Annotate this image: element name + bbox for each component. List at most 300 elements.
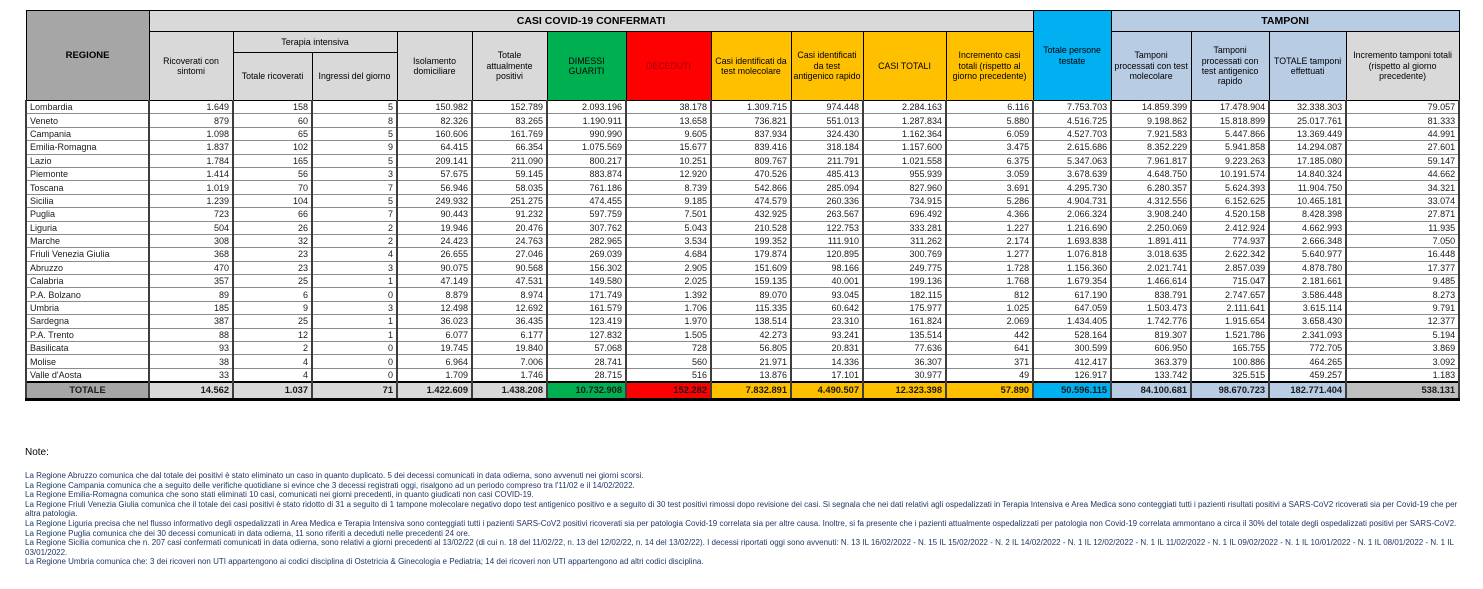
cell-incremento_casi: 57.890 [946,382,1033,400]
cell-casi_totali: 77.636 [863,342,946,355]
cell-ti_ingressi: 1 [312,328,397,341]
cell-incremento_casi: 3.059 [946,167,1033,180]
cell-tamponi_molecolare: 3.908.240 [1111,208,1191,221]
cell-casi_antigenico: 122.753 [791,221,863,234]
cell-casi_antigenico: 485.413 [791,167,863,180]
cell-isolamento: 209.141 [397,154,472,167]
cell-attualmente_positivi: 24.763 [472,234,547,247]
cell-ricoverati: 1.649 [149,101,233,114]
cell-tamponi_antigenico: 2.857.039 [1191,261,1269,274]
cell-casi_molecolare: 809.767 [711,154,791,167]
cell-persone_testate: 1.156.360 [1033,261,1111,274]
cell-ricoverati: 1.019 [149,181,233,194]
cell-attualmente_positivi: 66.354 [472,141,547,154]
cell-regione: Emilia-Romagna [26,141,149,154]
covid-report-table [25,10,1460,401]
cell-ti_ingressi: 0 [312,342,397,355]
table-row [26,248,1459,261]
cell-tamponi_totale: 11.904.750 [1269,181,1346,194]
cell-ti_ingressi: 3 [312,167,397,180]
cell-ti_ingressi: 0 [312,368,397,381]
cell-guariti: 474.455 [547,194,626,207]
cell-casi_molecolare: 470.526 [711,167,791,180]
cell-casi_totali: 311.262 [863,234,946,247]
cell-isolamento: 90.443 [397,208,472,221]
cell-isolamento: 82.326 [397,114,472,127]
cell-isolamento: 1.709 [397,368,472,381]
cell-persone_testate: 617.190 [1033,288,1111,301]
cell-incremento_tamponi: 33.074 [1346,194,1459,207]
cell-tamponi_antigenico: 9.223.263 [1191,154,1269,167]
table-row [26,275,1459,288]
cell-isolamento: 56.946 [397,181,472,194]
cell-isolamento: 19.946 [397,221,472,234]
cell-tamponi_molecolare: 133.742 [1111,368,1191,381]
note-item: La Regione Puglia comunica che dei 30 decessi comunicati in data odierna, 11 sono riferiti a deceduti nelle precedenti 24 ore. [25,528,471,538]
cell-tamponi_molecolare: 6.280.357 [1111,181,1191,194]
cell-incremento_tamponi: 27.871 [1346,208,1459,221]
cell-persone_testate: 126.917 [1033,368,1111,381]
cell-ti_ingressi: 5 [312,154,397,167]
table-row [26,141,1459,154]
cell-ricoverati: 185 [149,301,233,314]
cell-incremento_casi: 641 [946,342,1033,355]
cell-deceduti: 728 [626,342,711,355]
cell-ti_ingressi: 8 [312,114,397,127]
cell-guariti: 2.093.196 [547,101,626,114]
cell-isolamento: 19.745 [397,342,472,355]
cell-incremento_casi: 6.116 [946,101,1033,114]
cell-incremento_casi: 1.728 [946,261,1033,274]
note-item: La Regione Sicilia comunica che n. 207 casi confermati comunicati in data odierna, sono relativi a giorni precedenti al 13/02/22 (di cui n. 18 del 11/02/22, n. 13 del 12/02/22, n. 14 del 13/02/22). I decessi riportati oggi sono avvenuti: N. 13 IL 16/02/2022 - N. 15 IL 15/02/2022 - N. 2 IL 14/02/2022 - N. 1 IL 12/02/2022 - N. 1 IL 11/02/2022 - N. 1 IL 09/02/2022 - N. 1 IL 10/01/2022 - N. 1 IL 08/01/2022 - N. 1 IL 03/01/2022. [25,538,1454,557]
col-header-ricoverati: Ricoverati con sintomi [149,32,233,101]
cell-tamponi_antigenico: 1.915.654 [1191,315,1269,328]
cell-incremento_tamponi: 27.601 [1346,141,1459,154]
cell-ti_tot: 158 [233,101,312,114]
cell-guariti: 57.068 [547,342,626,355]
cell-attualmente_positivi: 59.145 [472,167,547,180]
cell-persone_testate: 647.059 [1033,301,1111,314]
cell-incremento_tamponi: 9.791 [1346,301,1459,314]
cell-ricoverati: 1.239 [149,194,233,207]
cell-ricoverati: 1.837 [149,141,233,154]
cell-incremento_tamponi: 34.321 [1346,181,1459,194]
cell-incremento_casi: 6.059 [946,127,1033,140]
cell-persone_testate: 4.904.731 [1033,194,1111,207]
table-row [26,342,1459,355]
notes-title: Note: [25,447,49,458]
cell-casi_antigenico: 318.184 [791,141,863,154]
cell-ti_tot: 9 [233,301,312,314]
cell-deceduti: 10.251 [626,154,711,167]
cell-tamponi_totale: 2.666.348 [1269,234,1346,247]
cell-incremento_tamponi: 17.377 [1346,261,1459,274]
cell-incremento_casi: 1.768 [946,275,1033,288]
cell-regione: P.A. Trento [26,328,149,341]
cell-ti_tot: 23 [233,248,312,261]
cell-casi_antigenico: 40.001 [791,275,863,288]
cell-guariti: 149.580 [547,275,626,288]
cell-incremento_casi: 4.366 [946,208,1033,221]
cell-isolamento: 36.023 [397,315,472,328]
cell-tamponi_molecolare: 1.742.776 [1111,315,1191,328]
table-header [26,11,1459,101]
cell-casi_molecolare: 21.971 [711,355,791,368]
cell-tamponi_molecolare: 363.379 [1111,355,1191,368]
cell-tamponi_molecolare: 7.961.817 [1111,154,1191,167]
cell-deceduti: 560 [626,355,711,368]
cell-deceduti: 5.043 [626,221,711,234]
cell-isolamento: 1.422.609 [397,382,472,400]
cell-regione: Friuli Venezia Giulia [26,248,149,261]
cell-deceduti: 2.025 [626,275,711,288]
cell-tamponi_molecolare: 4.312.556 [1111,194,1191,207]
cell-isolamento: 57.675 [397,167,472,180]
cell-tamponi_molecolare: 838.791 [1111,288,1191,301]
cell-casi_totali: 175.977 [863,301,946,314]
table-body [26,101,1459,400]
cell-attualmente_positivi: 7.006 [472,355,547,368]
cell-ti_tot: 60 [233,114,312,127]
note-item: La Regione Liguria precisa che nel flusso informativo degli ospedalizzati in Area Medica e Terapia Intensiva sono conteggiati tutti i pazienti SARS-CoV2 positivi ricoverati sia per patologia Covid-19 correlata sia per altre causa. Inoltre, si fa presente che i pazienti attualmente ospedalizzati per patologia non Covid-19 correlata ammontano a circa il 30% del totale degli ospedalizzati positivi per SARS-CoV2. [25,518,1457,528]
cell-isolamento: 47.149 [397,275,472,288]
cell-isolamento: 24.423 [397,234,472,247]
cell-guariti: 800.217 [547,154,626,167]
cell-incremento_tamponi: 3.869 [1346,342,1459,355]
cell-incremento_casi: 5.286 [946,194,1033,207]
cell-tamponi_totale: 4.878.780 [1269,261,1346,274]
cell-isolamento: 26.655 [397,248,472,261]
cell-incremento_tamponi: 8.273 [1346,288,1459,301]
cell-ti_ingressi: 7 [312,181,397,194]
cell-ti_ingressi: 9 [312,141,397,154]
cell-deceduti: 38.178 [626,101,711,114]
cell-incremento_casi: 442 [946,328,1033,341]
table-row [26,288,1459,301]
cell-casi_totali: 333.281 [863,221,946,234]
cell-casi_antigenico: 60.642 [791,301,863,314]
cell-casi_antigenico: 974.448 [791,101,863,114]
cell-tamponi_molecolare: 7.921.583 [1111,127,1191,140]
cell-tamponi_totale: 8.428.398 [1269,208,1346,221]
cell-deceduti: 9.605 [626,127,711,140]
cell-incremento_tamponi: 44.662 [1346,167,1459,180]
cell-incremento_casi: 1.227 [946,221,1033,234]
cell-guariti: 597.759 [547,208,626,221]
cell-tamponi_antigenico: 98.670.723 [1191,382,1269,400]
cell-persone_testate: 4.527.703 [1033,127,1111,140]
cell-tamponi_antigenico: 5.941.858 [1191,141,1269,154]
cell-tamponi_totale: 459.257 [1269,368,1346,381]
cell-incremento_tamponi: 5.194 [1346,328,1459,341]
col-header-deceduti: DECEDUTI [626,32,711,101]
cell-incremento_casi: 1.277 [946,248,1033,261]
cell-incremento_casi: 2.174 [946,234,1033,247]
cell-ricoverati: 89 [149,288,233,301]
cell-tamponi_antigenico: 2.412.924 [1191,221,1269,234]
cell-guariti: 156.302 [547,261,626,274]
cell-ricoverati: 38 [149,355,233,368]
cell-deceduti: 1.706 [626,301,711,314]
cell-guariti: 161.579 [547,301,626,314]
cell-casi_totali: 1.157.600 [863,141,946,154]
cell-tamponi_antigenico: 6.152.625 [1191,194,1269,207]
table-row [26,154,1459,167]
cell-incremento_casi: 6.375 [946,154,1033,167]
cell-persone_testate: 4.516.725 [1033,114,1111,127]
cell-casi_antigenico: 260.336 [791,194,863,207]
cell-attualmente_positivi: 83.265 [472,114,547,127]
table-row [26,355,1459,368]
notes-list [25,471,1470,567]
cell-attualmente_positivi: 91.232 [472,208,547,221]
cell-tamponi_totale: 25.017.761 [1269,114,1346,127]
cell-attualmente_positivi: 36.435 [472,315,547,328]
cell-ti_ingressi: 4 [312,248,397,261]
cell-tamponi_antigenico: 2.747.657 [1191,288,1269,301]
cell-attualmente_positivi: 19.840 [472,342,547,355]
cell-casi_antigenico: 14.336 [791,355,863,368]
cell-deceduti: 8.739 [626,181,711,194]
col-header-persone-testate: Totale persone testate [1033,11,1111,101]
cell-attualmente_positivi: 251.275 [472,194,547,207]
cell-regione: Lombardia [26,101,149,114]
cell-tamponi_totale: 2.341.093 [1269,328,1346,341]
cell-attualmente_positivi: 47.531 [472,275,547,288]
cell-regione: Puglia [26,208,149,221]
note-item: La Regione Campania comunica che a seguito delle verifiche quotidiane si evince che 3 decessi registrati oggi, risalgono ad un periodo compreso tra l'11/02 e il 14/02/2022. [25,480,635,490]
cell-guariti: 1.190.911 [547,114,626,127]
cell-casi_antigenico: 285.094 [791,181,863,194]
cell-incremento_casi: 5.880 [946,114,1033,127]
col-header-casi-molecolare: Casi identificati da test molecolare [711,32,791,101]
cell-isolamento: 8.879 [397,288,472,301]
cell-guariti: 127.832 [547,328,626,341]
cell-tamponi_molecolare: 84.100.681 [1111,382,1191,400]
cell-ricoverati: 1.414 [149,167,233,180]
cell-isolamento: 90.075 [397,261,472,274]
cell-ti_ingressi: 1 [312,315,397,328]
cell-attualmente_positivi: 58.035 [472,181,547,194]
cell-casi_molecolare: 151.609 [711,261,791,274]
cell-ricoverati: 93 [149,342,233,355]
cell-regione: Molise [26,355,149,368]
cell-ti_ingressi: 3 [312,261,397,274]
cell-casi_antigenico: 93.241 [791,328,863,341]
cell-guariti: 1.075.569 [547,141,626,154]
cell-regione: Umbria [26,301,149,314]
cell-ricoverati: 470 [149,261,233,274]
cell-casi_antigenico: 4.490.507 [791,382,863,400]
table-row [26,101,1459,114]
cell-casi_antigenico: 98.166 [791,261,863,274]
data-table [25,10,1460,401]
cell-attualmente_positivi: 161.769 [472,127,547,140]
cell-ti_tot: 23 [233,261,312,274]
cell-attualmente_positivi: 1.438.208 [472,382,547,400]
cell-deceduti: 3.534 [626,234,711,247]
cell-persone_testate: 1.693.838 [1033,234,1111,247]
cell-guariti: 307.762 [547,221,626,234]
cell-casi_molecolare: 138.514 [711,315,791,328]
cell-casi_molecolare: 1.309.715 [711,101,791,114]
cell-ricoverati: 357 [149,275,233,288]
cell-tamponi_molecolare: 2.021.741 [1111,261,1191,274]
cell-casi_antigenico: 211.791 [791,154,863,167]
cell-ti_tot: 32 [233,234,312,247]
cell-ricoverati: 14.562 [149,382,233,400]
cell-incremento_tamponi: 16.448 [1346,248,1459,261]
cell-casi_molecolare: 13.876 [711,368,791,381]
cell-tamponi_totale: 13.369.449 [1269,127,1346,140]
cell-attualmente_positivi: 8.974 [472,288,547,301]
cell-tamponi_molecolare: 2.250.069 [1111,221,1191,234]
cell-incremento_tamponi: 44.991 [1346,127,1459,140]
table-row [26,301,1459,314]
cell-casi_molecolare: 7.832.891 [711,382,791,400]
cell-incremento_tamponi: 3.092 [1346,355,1459,368]
cell-regione: Marche [26,234,149,247]
cell-casi_molecolare: 210.528 [711,221,791,234]
cell-guariti: 883.874 [547,167,626,180]
cell-tamponi_totale: 17.185.080 [1269,154,1346,167]
cell-ti_ingressi: 5 [312,101,397,114]
cell-regione: Lazio [26,154,149,167]
cell-ricoverati: 368 [149,248,233,261]
cell-tamponi_totale: 14.840.324 [1269,167,1346,180]
table-row [26,315,1459,328]
cell-regione: Abruzzo [26,261,149,274]
cell-attualmente_positivi: 6.177 [472,328,547,341]
cell-casi_antigenico: 111.910 [791,234,863,247]
table-row [26,328,1459,341]
cell-ricoverati: 1.098 [149,127,233,140]
cell-tamponi_antigenico: 4.520.158 [1191,208,1269,221]
cell-incremento_tamponi: 81.333 [1346,114,1459,127]
cell-isolamento: 6.964 [397,355,472,368]
cell-casi_antigenico: 20.831 [791,342,863,355]
cell-tamponi_totale: 182.771.404 [1269,382,1346,400]
cell-ricoverati: 88 [149,328,233,341]
cell-casi_totali: 696.492 [863,208,946,221]
col-header-casi-antigenico: Casi identificati da test antigenico rapido [791,32,863,101]
cell-isolamento: 6.077 [397,328,472,341]
cell-deceduti: 516 [626,368,711,381]
cell-deceduti: 9.185 [626,194,711,207]
cell-casi_totali: 955.939 [863,167,946,180]
cell-persone_testate: 1.679.354 [1033,275,1111,288]
notes-section [25,447,1470,567]
cell-casi_molecolare: 542.866 [711,181,791,194]
cell-persone_testate: 1.076.818 [1033,248,1111,261]
cell-incremento_casi: 1.025 [946,301,1033,314]
cell-persone_testate: 300.599 [1033,342,1111,355]
cell-tamponi_molecolare: 819.307 [1111,328,1191,341]
cell-tamponi_antigenico: 17.478.904 [1191,101,1269,114]
cell-tamponi_molecolare: 4.648.750 [1111,167,1191,180]
cell-incremento_tamponi: 59.147 [1346,154,1459,167]
cell-casi_totali: 1.021.558 [863,154,946,167]
cell-regione: Liguria [26,221,149,234]
cell-ti_tot: 26 [233,221,312,234]
cell-incremento_tamponi: 538.131 [1346,382,1459,400]
cell-casi_totali: 182.115 [863,288,946,301]
cell-ricoverati: 33 [149,368,233,381]
col-header-guariti: DIMESSI GUARITI [547,32,626,101]
cell-ti_tot: 4 [233,368,312,381]
cell-persone_testate: 5.347.063 [1033,154,1111,167]
table-row [26,127,1459,140]
cell-tamponi_antigenico: 10.191.574 [1191,167,1269,180]
cell-incremento_tamponi: 9.485 [1346,275,1459,288]
cell-ti_tot: 4 [233,355,312,368]
cell-tamponi_totale: 3.658.430 [1269,315,1346,328]
cell-isolamento: 249.932 [397,194,472,207]
cell-ti_tot: 6 [233,288,312,301]
cell-ti_ingressi: 71 [312,382,397,400]
cell-incremento_casi: 812 [946,288,1033,301]
cell-tamponi_totale: 5.640.977 [1269,248,1346,261]
col-header-attualmente-positivi: Totale attualmente positivi [472,32,547,101]
cell-tamponi_antigenico: 5.447.866 [1191,127,1269,140]
cell-ti_ingressi: 1 [312,275,397,288]
cell-incremento_tamponi: 1.183 [1346,368,1459,381]
table-row [26,221,1459,234]
cell-ti_tot: 165 [233,154,312,167]
cell-tamponi_totale: 14.294.087 [1269,141,1346,154]
cell-persone_testate: 2.066.324 [1033,208,1111,221]
note-item: La Regione Umbria comunica che: 3 dei ricoveri non UTI appartengono ai codici disciplina di Ostetricia & Ginecologia e Pediatria; 14 dei ricoveri non UTI appartengono ad altri codici disciplina. [25,557,704,567]
note-item: La Regione Abruzzo comunica che dal totale dei positivi è stato eliminato un caso in quanto duplicato. 5 dei decessi comunicati in data odierna, sono avvenuti nei giorni scorsi. [25,471,644,480]
cell-ricoverati: 504 [149,221,233,234]
cell-guariti: 28.741 [547,355,626,368]
cell-tamponi_molecolare: 14.859.399 [1111,101,1191,114]
cell-guariti: 28.715 [547,368,626,381]
cell-casi_antigenico: 324.430 [791,127,863,140]
table-row [26,114,1459,127]
cell-deceduti: 1.970 [626,315,711,328]
band-terapia-intensiva: Terapia intensiva [233,32,397,53]
cell-tamponi_antigenico: 325.515 [1191,368,1269,381]
cell-casi_totali: 2.284.163 [863,101,946,114]
cell-regione: Veneto [26,114,149,127]
cell-attualmente_positivi: 27.046 [472,248,547,261]
cell-persone_testate: 4.295.730 [1033,181,1111,194]
cell-casi_antigenico: 93.045 [791,288,863,301]
cell-incremento_casi: 2.069 [946,315,1033,328]
cell-isolamento: 160.606 [397,127,472,140]
cell-ti_ingressi: 2 [312,234,397,247]
cell-tamponi_antigenico: 5.624.393 [1191,181,1269,194]
col-header-tamponi-totale: TOTALE tamponi effettuati [1269,32,1346,101]
col-header-ti-totale: Totale ricoverati [233,53,312,101]
cell-tamponi_totale: 464.265 [1269,355,1346,368]
cell-casi_totali: 300.769 [863,248,946,261]
cell-guariti: 761.186 [547,181,626,194]
cell-ricoverati: 387 [149,315,233,328]
cell-ricoverati: 879 [149,114,233,127]
cell-tamponi_antigenico: 715.047 [1191,275,1269,288]
cell-persone_testate: 412.417 [1033,355,1111,368]
cell-casi_totali: 199.136 [863,275,946,288]
cell-ti_tot: 65 [233,127,312,140]
cell-regione: Calabria [26,275,149,288]
cell-incremento_casi: 3.691 [946,181,1033,194]
cell-deceduti: 7.501 [626,208,711,221]
cell-casi_totali: 161.824 [863,315,946,328]
cell-tamponi_antigenico: 2.622.342 [1191,248,1269,261]
cell-casi_molecolare: 837.934 [711,127,791,140]
